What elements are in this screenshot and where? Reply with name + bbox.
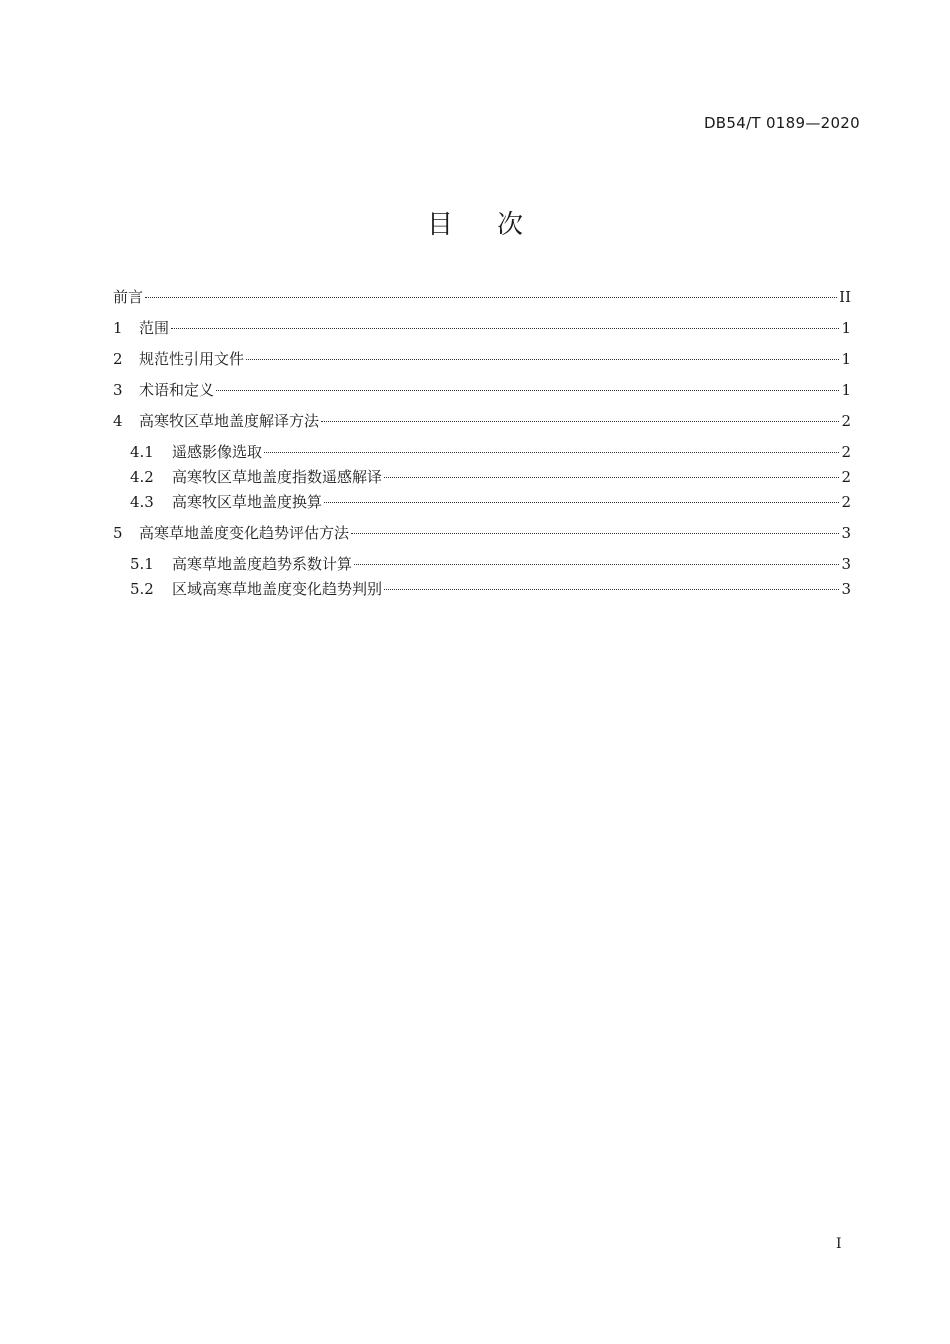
toc-entry-title: 区域高寒草地盖度变化趋势判别 bbox=[172, 580, 383, 598]
toc-entry-3[interactable] bbox=[113, 379, 851, 401]
toc-entry-page: 2 bbox=[841, 443, 851, 461]
toc-entry-number: 3 bbox=[113, 381, 123, 399]
dot-leader bbox=[351, 533, 839, 534]
document-code: DB54/T 0189—2020 bbox=[703, 114, 860, 132]
toc-entry-2[interactable] bbox=[113, 348, 851, 370]
dot-leader bbox=[354, 564, 839, 565]
toc-entry-number: 5.2 bbox=[130, 580, 154, 598]
toc-entry-number: 1 bbox=[113, 319, 123, 337]
toc-entry-1[interactable] bbox=[113, 317, 851, 339]
toc-entry-5-2[interactable] bbox=[113, 578, 851, 600]
toc-entry-page: 3 bbox=[841, 524, 851, 542]
toc-entry-number: 4.1 bbox=[130, 443, 154, 461]
toc-entry-4-1[interactable] bbox=[113, 441, 851, 463]
toc-entry-title: 高寒牧区草地盖度指数遥感解译 bbox=[172, 468, 383, 486]
dot-leader bbox=[324, 502, 839, 503]
toc-entry-title: 高寒草地盖度变化趋势评估方法 bbox=[139, 524, 350, 542]
toc-entry-4-3[interactable] bbox=[113, 491, 851, 513]
toc-entry-page: 1 bbox=[841, 350, 851, 368]
toc-entry-page: II bbox=[839, 288, 851, 306]
toc-entry-title: 高寒草地盖度趋势系数计算 bbox=[172, 555, 353, 573]
toc-entry-page: 3 bbox=[841, 555, 851, 573]
toc-entry-number: 4.3 bbox=[130, 493, 154, 511]
toc-entry-page: 2 bbox=[841, 493, 851, 511]
dot-leader bbox=[145, 297, 837, 298]
toc-entry-title: 高寒牧区草地盖度解译方法 bbox=[139, 412, 320, 430]
toc-entry-title: 高寒牧区草地盖度换算 bbox=[172, 493, 323, 511]
toc-entry-title: 规范性引用文件 bbox=[139, 350, 245, 368]
dot-leader bbox=[246, 359, 839, 360]
toc-entry-5[interactable] bbox=[113, 522, 851, 544]
dot-leader bbox=[384, 589, 839, 590]
toc-entry-number: 5 bbox=[113, 524, 123, 542]
toc-entry-page: 1 bbox=[841, 381, 851, 399]
dot-leader bbox=[384, 477, 839, 478]
toc-entry-4-2[interactable] bbox=[113, 466, 851, 488]
page-number: I bbox=[836, 1236, 842, 1252]
toc-entry-preface[interactable] bbox=[113, 286, 851, 308]
toc-entry-number: 5.1 bbox=[130, 555, 154, 573]
toc-entry-4[interactable] bbox=[113, 410, 851, 432]
toc-entry-page: 2 bbox=[841, 412, 851, 430]
dot-leader bbox=[321, 421, 839, 422]
toc-entry-title: 术语和定义 bbox=[139, 381, 215, 399]
table-of-contents bbox=[113, 286, 851, 600]
toc-entry-page: 3 bbox=[841, 580, 851, 598]
toc-entry-number: 4 bbox=[113, 412, 123, 430]
toc-entry-number: 2 bbox=[113, 350, 123, 368]
toc-entry-title: 前言 bbox=[113, 288, 144, 306]
toc-entry-number: 4.2 bbox=[130, 468, 154, 486]
toc-entry-5-1[interactable] bbox=[113, 553, 851, 575]
dot-leader bbox=[171, 328, 839, 329]
toc-entry-title: 遥感影像选取 bbox=[172, 443, 263, 461]
toc-entry-page: 2 bbox=[841, 468, 851, 486]
toc-entry-page: 1 bbox=[841, 319, 851, 337]
dot-leader bbox=[264, 452, 839, 453]
dot-leader bbox=[216, 390, 839, 391]
toc-title: 目次 bbox=[426, 210, 567, 240]
toc-entry-title: 范围 bbox=[139, 319, 170, 337]
